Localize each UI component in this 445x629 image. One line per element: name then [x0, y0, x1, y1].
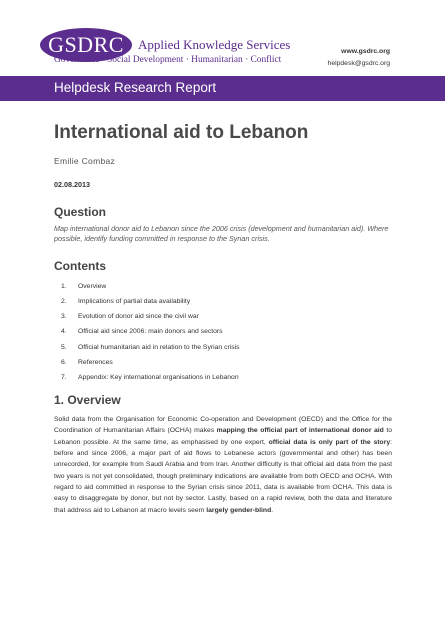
- website-link[interactable]: www.gsdrc.org: [341, 48, 390, 55]
- toc-number: 7.: [61, 374, 67, 382]
- toc-number: 2.: [61, 298, 67, 306]
- toc-item[interactable]: [54, 279, 392, 294]
- toc-label: Implications of partial data availability: [78, 298, 191, 306]
- contact-block: [328, 46, 390, 70]
- toc-label: Official aid since 2006: main donors and sectors: [78, 328, 223, 336]
- toc-label: Evolution of donor aid since the civil war: [78, 313, 199, 321]
- toc-item[interactable]: [54, 340, 392, 355]
- author: Emilie Combaz: [54, 156, 116, 166]
- question-text: Map international donor aid to Lebanon since the 2006 crisis (development and humanitarian aid). Where possible, identify funding committed in response to the Syrian crisis.: [54, 224, 389, 244]
- date: 02.08.2013: [54, 180, 90, 189]
- page-header: [0, 0, 445, 74]
- overview-text: Solid data from the Organisation for Economic Co-operation and Development (OECD) and the Office for the Coordination of Humanitarian Affairs (OCHA) makes: [54, 416, 392, 435]
- toc-label: Appendix: Key international organisations in Lebanon: [78, 374, 239, 382]
- toc-item[interactable]: [54, 370, 392, 385]
- report-banner: [0, 76, 445, 101]
- toc-number: 6.: [61, 358, 67, 366]
- toc-label: Official humanitarian aid in relation to the Syrian crisis: [78, 343, 240, 351]
- email-link[interactable]: helpdesk@gsdrc.org: [327, 60, 390, 67]
- overview-bold-text: mapping the official part of international donor aid: [216, 427, 384, 435]
- service-name: Applied Knowledge Services: [138, 37, 291, 52]
- overview-text: .: [271, 506, 274, 514]
- overview-bold-text: largely gender-blind: [206, 506, 272, 514]
- toc-label: References: [78, 358, 113, 366]
- toc-number: 3.: [61, 313, 67, 321]
- toc-item[interactable]: [54, 355, 392, 370]
- question-heading: Question: [54, 205, 107, 219]
- overview-text: to Lebanon possible. At the same time, as emphasised by one expert,: [54, 427, 392, 446]
- toc-item[interactable]: [54, 309, 392, 324]
- table-of-contents: [54, 279, 392, 385]
- overview-paragraph: [54, 414, 392, 516]
- toc-number: 4.: [61, 328, 67, 336]
- toc-item[interactable]: [54, 324, 392, 339]
- overview-heading: 1. Overview: [54, 393, 121, 408]
- toc-label: Overview: [78, 282, 107, 290]
- toc-number: 5.: [61, 343, 67, 351]
- toc-number: 1.: [61, 282, 67, 290]
- tagline: Governance · Social Development · Humanitarian · Conflict: [54, 55, 282, 65]
- document-body: [54, 120, 392, 516]
- document-title: International aid to Lebanon: [54, 122, 309, 143]
- banner-title: Helpdesk Research Report: [54, 80, 217, 95]
- overview-text: : before and since 2006, a major part of aid flows to Lebanese actors (governmental and other) has been unrecorded, for example from Saudi Arabia and from Iran. Another difficulty is that official aid data from the past two years is not yet consolidated, though preliminary indications are available from both OECD and OCHA. With regard to aid committed in response to the Syrian crisis since 2011, data is available from OCHA. This data is easy to disaggregate by donor, but not by sector. Lastly, based on a rapid review, both the data and literature that address aid to Lebanon at macro levels seem: [54, 438, 393, 514]
- overview-bold-text: official data is only part of the story: [268, 438, 391, 446]
- toc-item[interactable]: [54, 294, 392, 309]
- logo-text: GSDRC: [48, 32, 124, 57]
- contents-heading: Contents: [54, 258, 106, 273]
